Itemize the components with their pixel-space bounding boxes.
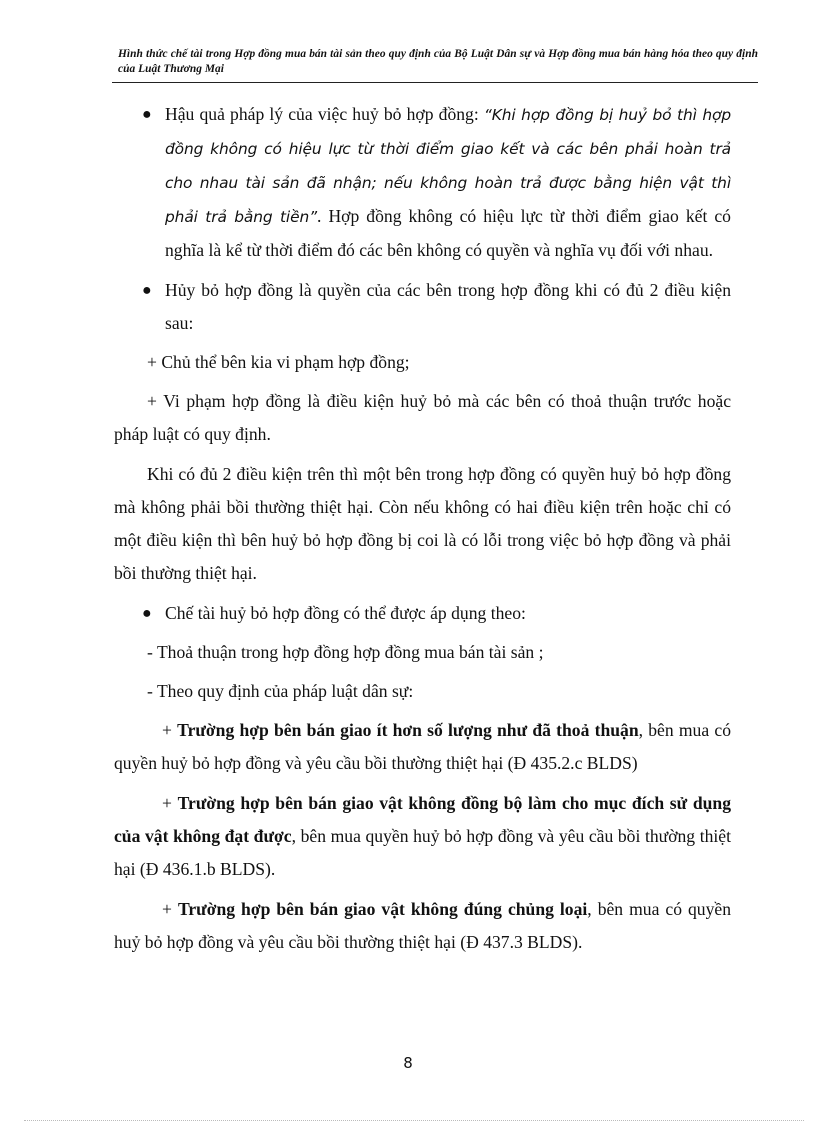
bullet-legal-consequence — [114, 98, 731, 267]
bullet-text: Hủy bỏ hợp đồng là quyền của các bên trong hợp đồng khi có đủ 2 điều kiện sau: — [165, 280, 731, 333]
page-number: 8 — [403, 1054, 413, 1072]
bullet-icon: ● — [142, 282, 152, 299]
paragraph-conditions-met: Khi có đủ 2 điều kiện trên thì một bên trong hợp đồng có quyền huỷ bỏ hợp đồng mà không phải bồi thường thiệt hại. Còn nếu không có hai điều kiện trên hoặc chỉ có một điều kiện thì bên huỷ bỏ hợp đồng bị coi là có lỗi trong việc bỏ hợp đồng và phải bồi thường thiệt hại. — [114, 464, 731, 583]
case-title: Trường hợp bên bán giao ít hơn số lượng như đã thoả thuận — [177, 720, 639, 740]
bullet-application-basis — [114, 597, 731, 630]
bullet-tail-text: . Hợp đồng không có hiệu lực từ thời điểm giao kết có nghĩa là kể từ thời điểm đó các bên không có quyền và nghĩa vụ đối với nhau. — [165, 206, 731, 260]
bullet-icon: ● — [142, 106, 152, 123]
case-wrong-type — [114, 893, 731, 959]
plus-marker: + — [162, 899, 178, 919]
running-header: Hình thức chế tài trong Hợp đồng mua bán tài sản theo quy định của Bộ Luật Dân sự và Hợp đồng mua bán hàng hóa theo quy định của Luật Thương Mại — [118, 48, 758, 75]
document-body — [114, 98, 731, 959]
page-bottom-divider — [24, 1120, 804, 1121]
condition-1: + Chủ thể bên kia vi phạm hợp đồng; — [147, 352, 410, 372]
bullet-lead-text: Hậu quả pháp lý của việc huỷ bỏ hợp đồng: — [165, 104, 484, 124]
case-detail: , bên mua có quyền huỷ bỏ hợp đồng và yêu cầu bồi thường thiệt hại (Đ 437.3 BLDS). — [114, 899, 731, 952]
case-less-quantity — [114, 714, 731, 780]
quoted-law-text: “Khi hợp đồng bị huỷ bỏ thì hợp đồng không có hiệu lực từ thời điểm giao kết và các bên phải hoàn trả cho nhau tài sản đã nhận; nếu không hoàn trả được bằng hiện vật thì phải trả bằng tiền” — [165, 106, 731, 226]
case-detail: , bên mua quyền huỷ bỏ hợp đồng và yêu cầu bồi thường thiệt hại (Đ 436.1.b BLDS). — [114, 826, 731, 879]
header-divider — [112, 82, 758, 83]
case-title: Trường hợp bên bán giao vật không đúng chủng loại — [177, 899, 588, 919]
dash-item-civil-law: - Theo quy định của pháp luật dân sự: — [147, 681, 414, 701]
dash-item-agreement: - Thoả thuận trong hợp đồng hợp đồng mua bán tài sản ; — [147, 642, 544, 662]
plus-marker: + — [162, 793, 178, 813]
bullet-cancellation-right — [114, 274, 731, 340]
case-detail: , bên mua có quyền huỷ bỏ hợp đồng và yêu cầu bồi thường thiệt hại (Đ 435.2.c BLDS) — [114, 720, 731, 773]
bullet-icon: ● — [142, 605, 152, 622]
case-title: Trường hợp bên bán giao vật không đồng bộ làm cho mục đích sử dụng của vật không đạt được — [114, 793, 732, 846]
plus-marker: + — [162, 720, 178, 740]
bullet-text: Chế tài huỷ bỏ hợp đồng có thể được áp dụng theo: — [165, 603, 526, 623]
condition-2: + Vi phạm hợp đồng là điều kiện huỷ bỏ mà các bên có thoả thuận trước hoặc pháp luật có quy định. — [114, 391, 731, 444]
case-not-synchronous — [114, 787, 731, 886]
